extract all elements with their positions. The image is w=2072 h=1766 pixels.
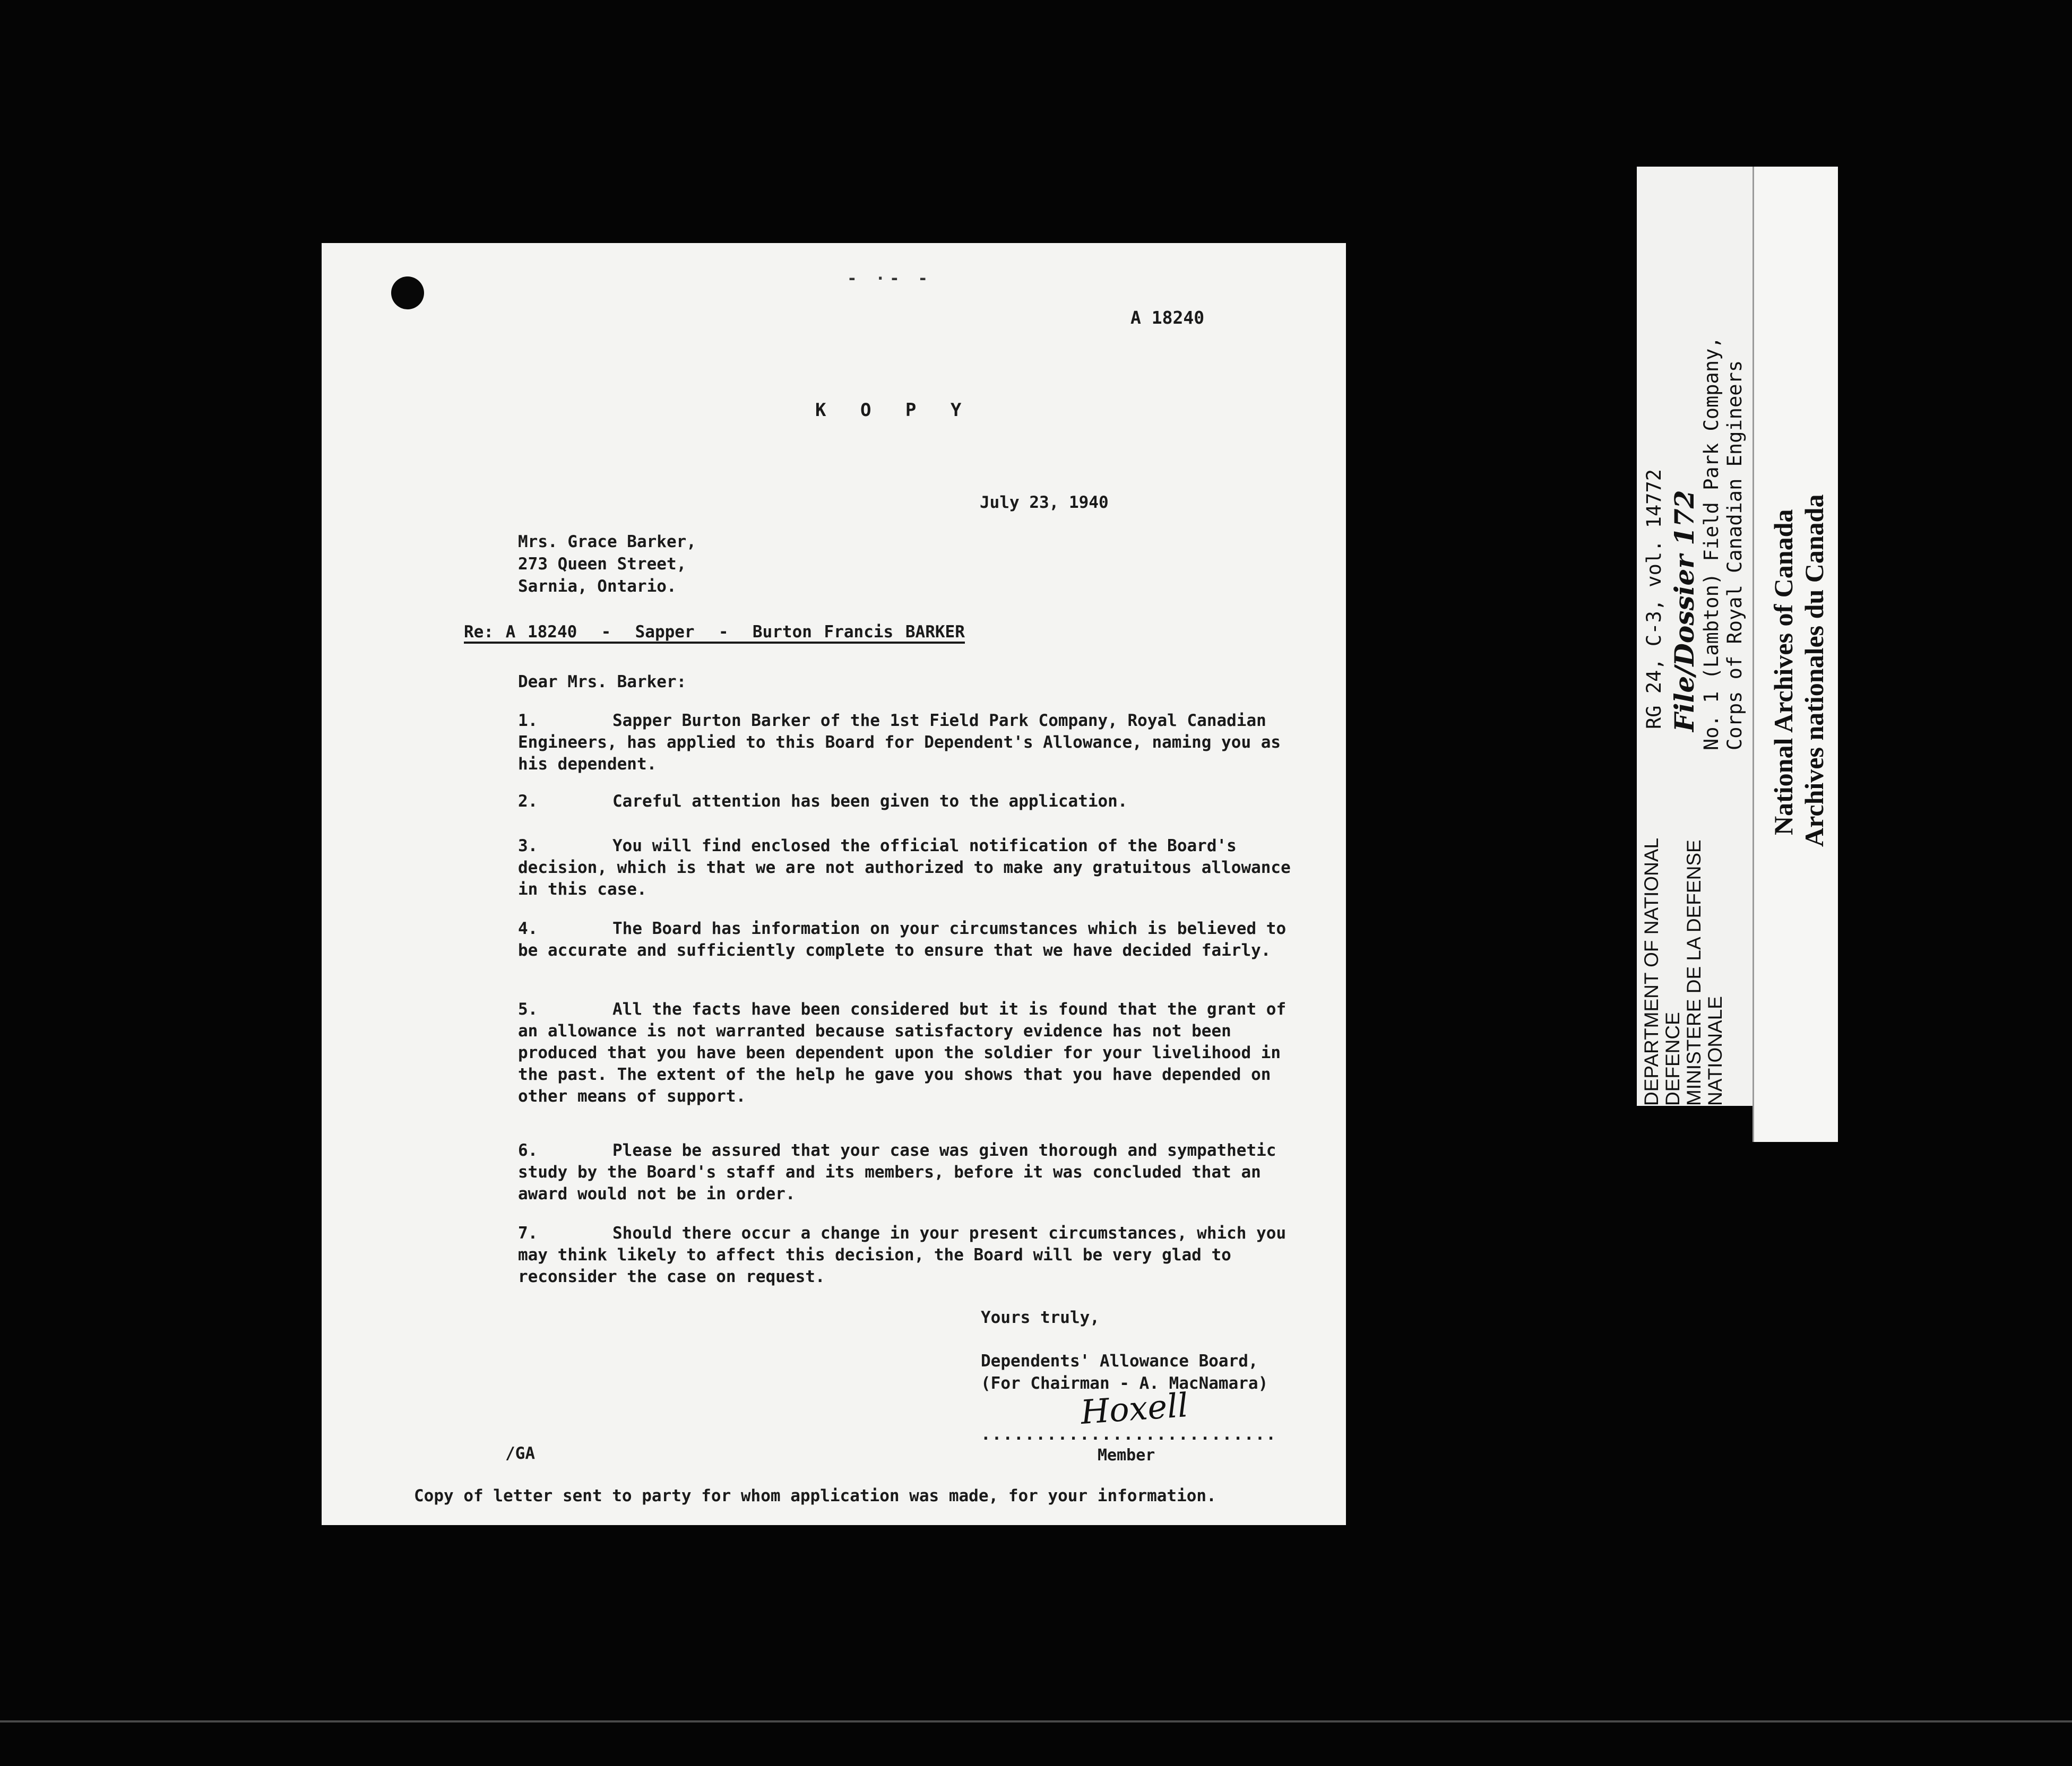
file-number: A 18240 <box>1130 307 1205 328</box>
re-line: Re: A 18240 - Sapper - Burton Francis BARKER <box>464 624 965 644</box>
paragraph-text: All the facts have been considered but it is found that the grant of an allowance is not warranted because satisfactory evidence has not been produced that you have been dependent upon the soldier for your livelihood in the past. The extent of the help he gave you shows that you have depended on other means of support. <box>518 1000 1287 1106</box>
paragraph-number: 5. <box>518 1000 538 1019</box>
national-archives-strip <box>1752 167 1838 1142</box>
paragraph-number: 1. <box>518 711 538 730</box>
letter-page <box>322 243 1346 1525</box>
paragraph-text: Sapper Burton Barker of the 1st Field Park Company, Royal Canadian Engineers, has applied to this Board for Dependent's Allowance, naming you as his dependent. <box>518 711 1281 774</box>
scan-edge-line <box>0 1720 2072 1722</box>
paragraph-number: 6. <box>518 1141 538 1160</box>
punch-hole <box>391 276 424 309</box>
typist-initials: /GA <box>505 1444 535 1463</box>
footer-note: Copy of letter sent to party for whom application was made, for your information. <box>414 1486 1216 1505</box>
paragraph <box>518 999 1314 1107</box>
paragraph <box>518 1223 1314 1288</box>
member-label: Member <box>1098 1446 1155 1465</box>
handwritten-signature: Hoxell <box>1079 1386 1190 1432</box>
top-mark: - ·- - <box>847 269 932 288</box>
department-label: NATIONALE <box>1704 996 1726 1106</box>
paragraph-number: 4. <box>518 919 538 938</box>
paragraph-text: You will find enclosed the official notification of the Board's decision, which is that we are not authorized to make any gratuitous allowance in this case. <box>518 836 1291 899</box>
archive-ref-line: RG 24, C-3, vol. 14772 <box>1643 469 1665 729</box>
department-label: MINISTERE DE LA DEFENSE <box>1683 839 1705 1106</box>
paragraph-text: Please be assured that your case was given thorough and sympathetic study by the Board's staff and its members, before it was concluded that an award would not be in order. <box>518 1141 1276 1204</box>
department-label: DEFENCE <box>1662 1012 1683 1106</box>
paragraph-text: Should there occur a change in your present circumstances, which you may think likely to affect this decision, the Board will be very glad to reconsider the case on request. <box>518 1224 1287 1286</box>
department-label: DEPARTMENT OF NATIONAL <box>1641 837 1662 1106</box>
letter-date: July 23, 1940 <box>980 493 1109 512</box>
paragraph-number: 3. <box>518 836 538 855</box>
for-chairman: (For Chairman - A. MacNamara) <box>981 1374 1268 1393</box>
board-name: Dependents' Allowance Board, <box>981 1352 1258 1371</box>
archive-ref-handwritten: File/Dossier 172 <box>1669 490 1700 732</box>
copy-heading: K O P Y <box>815 400 964 421</box>
address-line: Sarnia, Ontario. <box>518 577 677 596</box>
address-line: Mrs. Grace Barker, <box>518 532 696 551</box>
archive-reference-strip <box>1637 167 1752 1106</box>
national-archives-fr: Archives nationales du Canada <box>1799 494 1829 847</box>
paragraph-text: The Board has information on your circumstances which is believed to be accurate and sufficiently complete to ensure that we have decided fairly. <box>518 919 1287 960</box>
paragraph-number: 2. <box>518 792 538 811</box>
paragraph <box>518 918 1314 962</box>
paragraph-number: 7. <box>518 1224 538 1243</box>
national-archives-en: National Archives of Canada <box>1768 509 1798 835</box>
address-line: 273 Queen Street, <box>518 555 687 574</box>
paragraph <box>518 710 1314 775</box>
salutation: Dear Mrs. Barker: <box>518 672 687 691</box>
paragraph <box>518 791 1314 812</box>
archive-ref-line: Corps of Royal Canadian Engineers <box>1723 360 1746 750</box>
paragraph <box>518 1140 1314 1205</box>
archive-ref-line: No. 1 (Lambton) Field Park Company, <box>1700 336 1723 750</box>
paragraph-text: Careful attention has been given to the application. <box>612 792 1128 811</box>
closing: Yours truly, <box>981 1308 1100 1327</box>
paragraph <box>518 835 1314 901</box>
signature-line: ........................... <box>981 1425 1277 1444</box>
